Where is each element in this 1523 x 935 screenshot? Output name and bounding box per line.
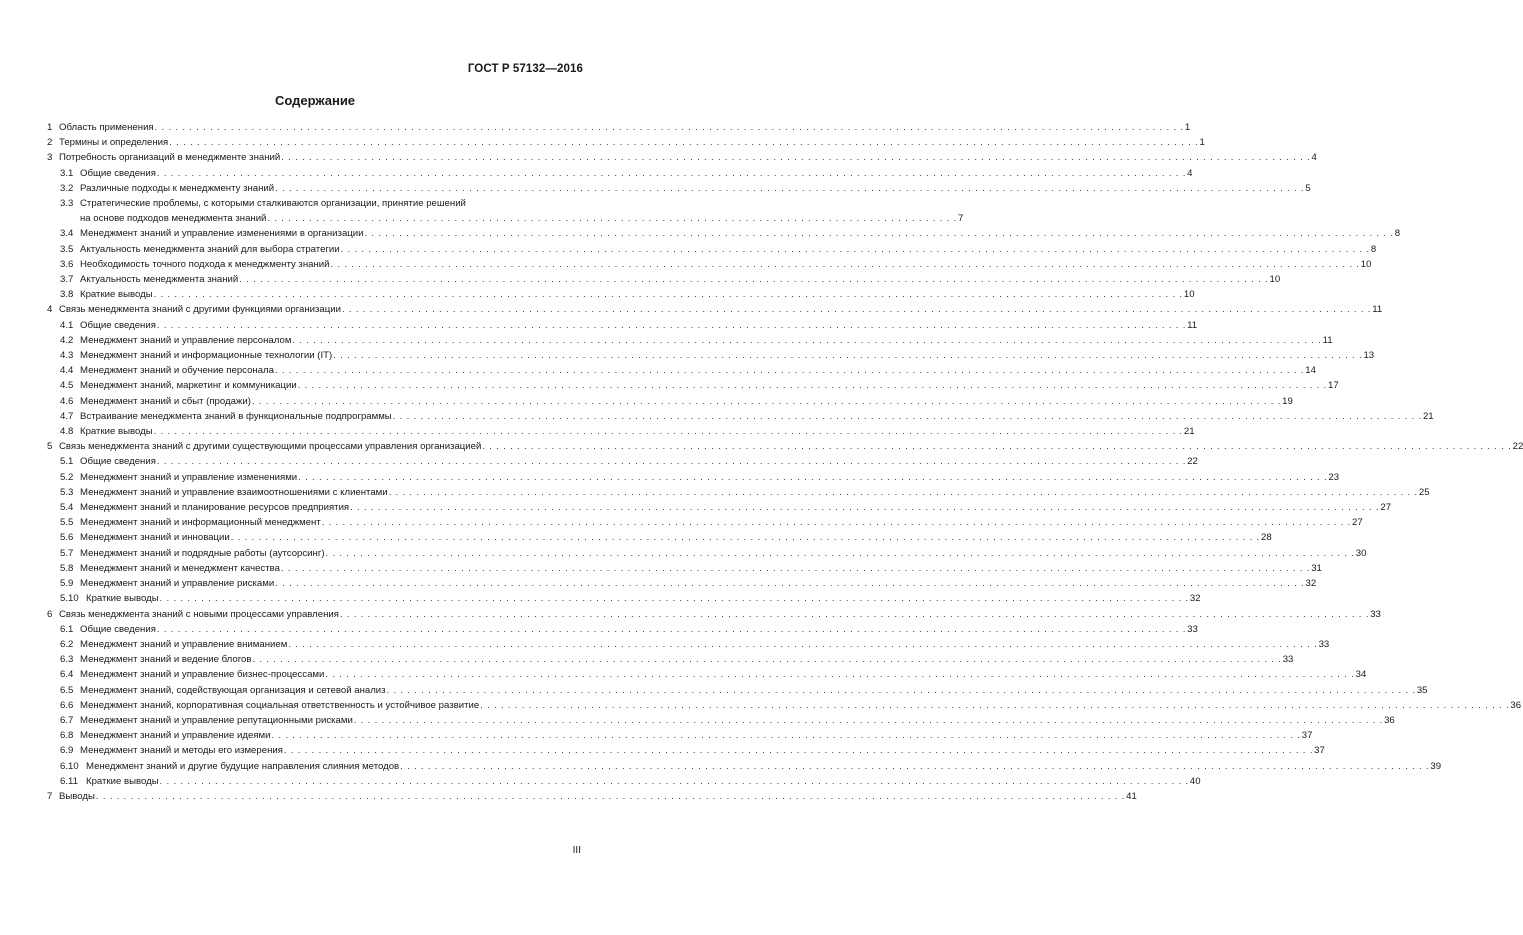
toc-leader-dots [252, 394, 1281, 409]
toc-entry[interactable] [47, 363, 1316, 378]
toc-entry-page: 40 [1189, 775, 1201, 787]
toc-entry-title: Общие сведения [80, 167, 156, 179]
toc-entry-number: 3.4 [60, 228, 74, 240]
toc-entry-page: 36 [1384, 714, 1395, 726]
toc-leader-dots [157, 622, 1186, 637]
toc-leader-dots [350, 500, 1379, 515]
toc-entry-number: 5.1 [60, 456, 74, 468]
toc-leader-dots [281, 150, 1310, 165]
toc-leader-dots [288, 637, 1317, 652]
toc-entry-page: 22 [1187, 456, 1198, 468]
toc-entry-title-continued: на основе подходов менеджмента знаний [80, 213, 267, 225]
toc-entry-page: 17 [1327, 380, 1339, 392]
toc-entry-page: 4 [1311, 152, 1317, 164]
toc-entry-page: 21 [1183, 426, 1195, 438]
toc-entry-number: 4.6 [60, 395, 74, 407]
toc-entry-page: 11 [1187, 319, 1198, 331]
toc-entry-title: Менеджмент знаний и управление рисками [80, 578, 275, 590]
toc-entry-title: Менеджмент знаний и сбыт (продажи) [80, 395, 251, 407]
toc-entry-page: 21 [1422, 410, 1434, 422]
table-of-contents [47, 120, 1523, 804]
toc-entry[interactable] [47, 257, 1372, 272]
toc-entry-number: 3.1 [60, 167, 74, 179]
toc-entry[interactable] [47, 485, 1430, 500]
toc-entry-number: 5.6 [60, 532, 74, 544]
toc-entry[interactable] [47, 591, 1201, 606]
toc-entry-page: 27 [1352, 517, 1363, 529]
toc-leader-dots [298, 470, 1327, 485]
toc-entry[interactable] [47, 607, 1381, 622]
toc-leader-dots [292, 333, 1321, 348]
toc-entry-number: 5.10 [60, 593, 79, 605]
toc-entry-title: Общие сведения [80, 319, 156, 331]
toc-entry[interactable] [47, 226, 1401, 241]
toc-entry[interactable] [47, 530, 1272, 545]
toc-entry-title: Менеджмент знаний и управление персоналом [80, 334, 292, 346]
toc-entry-page: 10 [1269, 274, 1281, 286]
toc-entry[interactable] [47, 759, 1442, 774]
toc-entry-title: Потребность организаций в менеджменте знаний [59, 152, 281, 164]
toc-entry[interactable] [47, 348, 1375, 363]
toc-entry-title: Менеджмент знаний и управление репутационными рисками [80, 714, 353, 726]
toc-entry-title: Менеджмент знаний и управление изменениями в организации [80, 228, 364, 240]
toc-entry-title: Краткие выводы [86, 593, 159, 605]
toc-entry-number: 5.2 [60, 471, 74, 483]
toc-entry-number: 4.5 [60, 380, 74, 392]
toc-entry-title: Менеджмент знаний и управление бизнес-процессами [80, 669, 325, 681]
toc-entry-title: Общие сведения [80, 623, 156, 635]
toc-leader-dots [341, 242, 1370, 257]
toc-entry-page: 10 [1183, 289, 1195, 301]
toc-entry-page: 33 [1187, 623, 1198, 635]
toc-leader-dots [298, 378, 1327, 393]
toc-entry-number: 6.9 [60, 745, 74, 757]
toc-entry-title: Менеджмент знаний, маркетинг и коммуникации [80, 380, 297, 392]
toc-entry-page: 32 [1305, 578, 1317, 590]
toc-entry-page: 32 [1189, 593, 1201, 605]
toc-leader-dots [155, 120, 1184, 135]
toc-entry-number: 6.4 [60, 669, 74, 681]
toc-entry-page: 11 [1322, 334, 1333, 346]
toc-leader-dots [275, 363, 1304, 378]
toc-entry-number: 4 [47, 304, 53, 316]
toc-leader-dots [160, 774, 1189, 789]
toc-entry-page: 7 [958, 213, 964, 225]
toc-leader-dots [393, 409, 1422, 424]
toc-entry-title: Менеджмент знаний и информационный менеджмент [80, 517, 321, 529]
toc-entry[interactable] [47, 196, 964, 226]
toc-entry-page: 41 [1126, 790, 1137, 802]
toc-entry-title: Термины и определения [59, 137, 169, 149]
toc-entry[interactable] [47, 424, 1195, 439]
toc-entry[interactable] [47, 166, 1193, 181]
toc-entry-page: 33 [1370, 608, 1381, 620]
toc-entry-page: 13 [1363, 350, 1375, 362]
toc-entry-number: 1 [47, 122, 53, 133]
toc-entry-title: Менеджмент знаний и другие будущие направления слияния методов [86, 760, 400, 772]
toc-entry-number: 6.1 [60, 623, 74, 635]
toc-entry-page: 8 [1394, 228, 1401, 240]
toc-entry-number: 4.7 [60, 410, 74, 422]
toc-entry-title: Менеджмент знаний и подрядные работы (аутсорсинг) [80, 547, 325, 559]
toc-entry-number: 5.7 [60, 547, 74, 559]
toc-entry-number: 6.3 [60, 654, 74, 666]
toc-entry-page: 33 [1318, 638, 1330, 650]
toc-entry-number: 4.2 [60, 334, 74, 346]
toc-entry[interactable] [47, 546, 1367, 561]
toc-leader-dots [333, 348, 1362, 363]
toc-entry[interactable] [47, 652, 1294, 667]
toc-title: Содержание [274, 93, 356, 108]
toc-entry-title: Менеджмент знаний и управление вниманием [80, 638, 288, 650]
toc-entry-number: 2 [47, 137, 53, 149]
toc-entry[interactable] [47, 667, 1367, 682]
toc-entry-number: 6.7 [60, 714, 74, 726]
toc-entry-page: 19 [1282, 395, 1293, 407]
toc-leader-dots [330, 257, 1359, 272]
toc-leader-dots [342, 302, 1371, 317]
toc-leader-dots [400, 759, 1429, 774]
toc-entry-number: 4.8 [60, 426, 74, 438]
toc-entry-page: 1 [1199, 137, 1205, 149]
toc-leader-dots [354, 713, 1383, 728]
toc-entry-title: Менеджмент знаний и инновации [80, 532, 230, 544]
toc-entry-title: Краткие выводы [80, 289, 153, 301]
toc-entry-number: 5 [47, 441, 53, 453]
toc-entry[interactable] [47, 515, 1363, 530]
toc-leader-dots [387, 683, 1416, 698]
toc-entry-title: Менеджмент знаний и ведение блогов [80, 654, 252, 666]
toc-entry-title: Менеджмент знаний и обучение персонала [80, 365, 274, 377]
toc-entry-page: 37 [1314, 745, 1325, 757]
toc-leader-dots [284, 743, 1313, 758]
toc-entry[interactable] [47, 743, 1325, 758]
toc-entry-title: Встраивание менеджмента знаний в функциональные подпрограммы [80, 410, 392, 422]
toc-leader-dots [275, 181, 1304, 196]
toc-entry-page: 31 [1311, 562, 1322, 574]
toc-entry-page: 22 [1512, 441, 1523, 453]
toc-entry-page: 36 [1510, 699, 1522, 711]
toc-leader-dots [325, 667, 1354, 682]
toc-entry-number: 3.7 [60, 274, 74, 286]
toc-leader-dots [157, 454, 1186, 469]
toc-leader-dots [160, 591, 1189, 606]
toc-entry[interactable] [47, 728, 1313, 743]
toc-entry-page: 5 [1305, 182, 1311, 194]
toc-leader-dots [267, 211, 957, 226]
toc-entry[interactable] [47, 272, 1281, 287]
toc-entry-title: Менеджмент знаний, содействующая организация и сетевой анализ [80, 684, 386, 696]
document-id: ГОСТ Р 57132—2016 [467, 63, 583, 75]
toc-entry-number: 3.3 [60, 198, 74, 210]
toc-entry[interactable] [47, 135, 1205, 150]
toc-entry-page: 25 [1418, 486, 1430, 498]
toc-entry[interactable] [47, 713, 1395, 728]
toc-leader-dots [157, 166, 1186, 181]
toc-entry-title: Связь менеджмента знаний с другими существующими процессами управления организацией [59, 441, 482, 453]
toc-entry[interactable] [47, 150, 1317, 165]
toc-entry-page: 14 [1305, 365, 1316, 377]
toc-entry-title: Связь менеджмента знаний с другими функциями организации [59, 304, 341, 316]
toc-leader-dots [239, 272, 1268, 287]
toc-entry[interactable] [47, 454, 1198, 469]
toc-entry-number: 3.2 [60, 182, 74, 194]
toc-entry-title: Актуальность менеджмента знаний для выбора стратегии [80, 243, 340, 255]
toc-entry-title: Связь менеджмента знаний с новыми процессами управления [59, 608, 339, 620]
toc-entry-page: 28 [1260, 532, 1272, 544]
toc-entry-title: Область применения [59, 122, 154, 133]
toc-leader-dots [340, 607, 1369, 622]
toc-entry-title: Менеджмент знаний и управление идеями [80, 730, 271, 742]
toc-entry-title: Менеджмент знаний и планирование ресурсов предприятия [80, 502, 350, 514]
toc-entry-page: 35 [1416, 684, 1428, 696]
toc-entry[interactable] [47, 439, 1523, 454]
toc-entry-number: 3.8 [60, 289, 74, 301]
toc-entry-title: Краткие выводы [86, 775, 159, 787]
toc-entry[interactable] [47, 181, 1311, 196]
toc-entry[interactable] [47, 698, 1522, 713]
toc-entry-page: 34 [1355, 669, 1367, 681]
toc-entry-number: 6.5 [60, 684, 74, 696]
toc-entry-number: 3 [47, 152, 53, 164]
toc-entry-number: 6.6 [60, 699, 74, 711]
toc-leader-dots [322, 515, 1351, 530]
toc-leader-dots [231, 530, 1260, 545]
toc-entry-title: Менеджмент знаний и информационные технологии (IT) [80, 350, 333, 362]
toc-entry-number: 5.9 [60, 578, 74, 590]
toc-entry-number: 4.4 [60, 365, 74, 377]
toc-entry-number: 6.8 [60, 730, 74, 742]
toc-entry[interactable] [47, 242, 1377, 257]
toc-entry-number: 5.4 [60, 502, 74, 514]
toc-entry[interactable] [47, 333, 1333, 348]
toc-entry[interactable] [47, 789, 1137, 804]
page-number: III [572, 845, 581, 856]
toc-entry-title: Менеджмент знаний, корпоративная социальная ответственность и устойчивое развитие [80, 699, 480, 711]
toc-entry-page: 4 [1187, 167, 1193, 179]
toc-leader-dots [281, 561, 1310, 576]
toc-entry[interactable] [47, 318, 1198, 333]
toc-entry[interactable] [47, 409, 1434, 424]
toc-entry[interactable] [47, 637, 1330, 652]
toc-entry-number: 5.8 [60, 562, 74, 574]
toc-entry[interactable] [47, 683, 1428, 698]
toc-entry-page: 10 [1360, 258, 1372, 270]
toc-entry[interactable] [47, 287, 1195, 302]
toc-entry-title: Выводы [59, 790, 95, 802]
toc-entry-page: 30 [1355, 547, 1367, 559]
toc-leader-dots [482, 439, 1511, 454]
toc-entry[interactable] [47, 500, 1392, 515]
toc-entry-page: 27 [1380, 502, 1392, 514]
toc-entry[interactable] [47, 302, 1383, 317]
toc-entry-title: Различные подходы к менеджменту знаний [80, 182, 275, 194]
toc-entry[interactable] [47, 774, 1201, 789]
toc-entry-title: Краткие выводы [80, 426, 153, 438]
toc-entry-page: 23 [1328, 471, 1340, 483]
toc-entry-number: 3.5 [60, 243, 74, 255]
toc-entry[interactable] [47, 120, 1191, 135]
toc-leader-dots [154, 287, 1183, 302]
toc-entry-number: 6.10 [60, 760, 79, 772]
toc-entry-number: 7 [47, 790, 53, 802]
toc-entry-title: Менеджмент знаний и управление изменениями [80, 471, 298, 483]
toc-entry-title: Стратегические проблемы, с которыми сталкиваются организации, принятие решений [80, 198, 466, 210]
toc-leader-dots [326, 546, 1355, 561]
toc-leader-dots [157, 318, 1186, 333]
toc-entry-number: 6 [47, 608, 53, 620]
toc-leader-dots [365, 226, 1394, 241]
toc-leader-dots [480, 698, 1509, 713]
toc-entry-number: 6.11 [60, 775, 78, 787]
toc-entry[interactable] [47, 394, 1293, 409]
toc-entry-page: 11 [1372, 304, 1383, 316]
toc-entry-number: 5.3 [60, 486, 74, 498]
toc-leader-dots [252, 652, 1281, 667]
toc-entry[interactable] [47, 576, 1317, 591]
toc-entry-page: 39 [1430, 760, 1442, 772]
toc-entry[interactable] [47, 378, 1339, 393]
toc-entry-title: Общие сведения [80, 456, 156, 468]
toc-leader-dots [96, 789, 1125, 804]
toc-entry[interactable] [47, 561, 1322, 576]
toc-leader-dots [169, 135, 1198, 150]
toc-entry-page: 37 [1301, 730, 1313, 742]
toc-entry-number: 6.2 [60, 638, 74, 650]
toc-entry-title: Менеджмент знаний и методы его измерения [80, 745, 283, 757]
toc-leader-dots [271, 728, 1300, 743]
toc-entry-number: 4.1 [60, 319, 74, 331]
toc-leader-dots [154, 424, 1183, 439]
toc-entry-title: Менеджмент знаний и управление взаимоотношениями с клиентами [80, 486, 388, 498]
toc-entry-number: 5.5 [60, 517, 74, 529]
toc-entry[interactable] [47, 470, 1340, 485]
toc-entry-title: Менеджмент знаний и менеджмент качества [80, 562, 280, 574]
toc-entry-number: 4.3 [60, 350, 74, 362]
toc-entry-number: 3.6 [60, 258, 74, 270]
toc-entry[interactable] [47, 622, 1198, 637]
toc-leader-dots [275, 576, 1304, 591]
toc-entry-page: 33 [1282, 654, 1294, 666]
toc-entry-title: Актуальность менеджмента знаний [80, 274, 239, 286]
toc-leader-dots [389, 485, 1418, 500]
toc-entry-page: 8 [1370, 243, 1377, 255]
toc-entry-page: 1 [1184, 122, 1191, 133]
toc-entry-title: Необходимость точного подхода к менеджменту знаний [80, 258, 330, 270]
